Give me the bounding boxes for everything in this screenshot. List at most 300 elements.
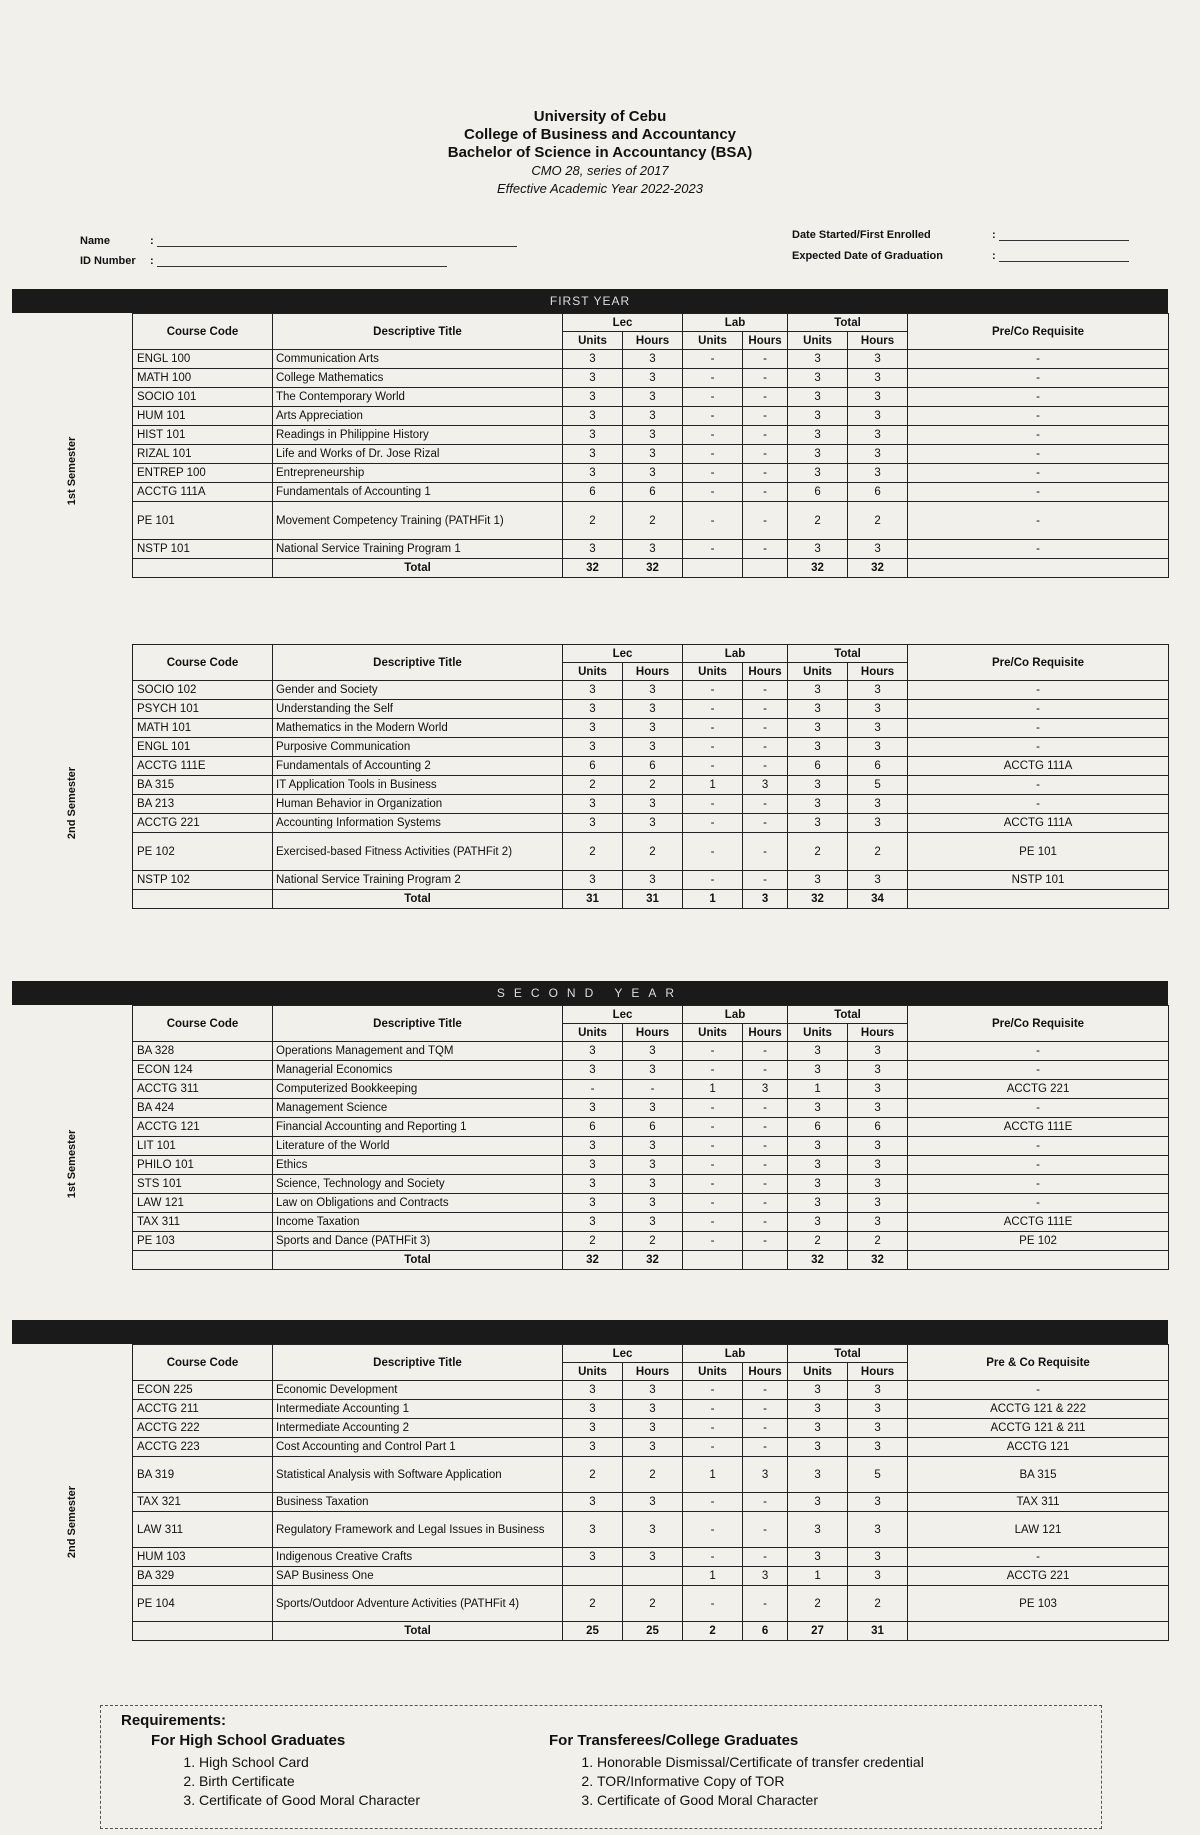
lec-hours-header: Hours [623, 1024, 683, 1042]
course-code: ACCTG 111E [133, 757, 273, 776]
expected-graduation-field[interactable] [792, 250, 1129, 262]
total-value: 27 [788, 1622, 848, 1641]
lab-hours: - [743, 1381, 788, 1400]
total-hours: 6 [848, 483, 908, 502]
lec-hours: 3 [623, 795, 683, 814]
lec-hours: 2 [623, 1586, 683, 1622]
lec-hours: 3 [623, 1156, 683, 1175]
lec-units: 3 [563, 388, 623, 407]
total-value: 34 [848, 890, 908, 909]
total-units: 3 [788, 1400, 848, 1419]
total-units: 3 [788, 814, 848, 833]
lab-hours: 3 [743, 1457, 788, 1493]
lab-units: - [683, 795, 743, 814]
semester-label-text: 2nd Semester [66, 1485, 78, 1559]
course-title: Sports/Outdoor Adventure Activities (PATHFit 4) [273, 1586, 563, 1622]
prereq: - [908, 445, 1169, 464]
total-hours: 3 [848, 700, 908, 719]
table-row [133, 483, 1169, 502]
table-row [133, 1156, 1169, 1175]
prereq: - [908, 369, 1169, 388]
course-code: RIZAL 101 [133, 445, 273, 464]
lab-hours: - [743, 681, 788, 700]
cmo-line: CMO 28, series of 2017 [531, 163, 669, 178]
lec-hours: 3 [623, 1194, 683, 1213]
lec-hours: 3 [623, 1548, 683, 1567]
lab-units: - [683, 369, 743, 388]
course-code: SOCIO 101 [133, 388, 273, 407]
lab-units: - [683, 464, 743, 483]
course-code: ENGL 101 [133, 738, 273, 757]
lec-units: 3 [563, 407, 623, 426]
course-title: Readings in Philippine History [273, 426, 563, 445]
course-title: Ethics [273, 1156, 563, 1175]
total-units: 3 [788, 1213, 848, 1232]
lab-hours: - [743, 1548, 788, 1567]
tr-item: 1. Honorable Dismissal/Certificate of transfer credential [597, 1753, 924, 1772]
lab-units: 1 [683, 776, 743, 795]
total-hours: 3 [848, 1042, 908, 1061]
date-started-field[interactable] [792, 229, 1129, 241]
total-blank [133, 1251, 273, 1270]
table-row [133, 700, 1169, 719]
lab-units: - [683, 483, 743, 502]
lec-hours-header: Hours [623, 663, 683, 681]
lab-units: - [683, 757, 743, 776]
course-code-header: Course Code [133, 1345, 273, 1381]
lec-hours: 2 [623, 833, 683, 871]
total-hours: 3 [848, 1512, 908, 1548]
table-row [133, 1493, 1169, 1512]
prereq: ACCTG 221 [908, 1567, 1169, 1586]
total-units: 3 [788, 407, 848, 426]
table-row [133, 738, 1169, 757]
course-title: Sports and Dance (PATHFit 3) [273, 1232, 563, 1251]
id-label: ID Number [80, 255, 136, 267]
prereq: ACCTG 121 [908, 1438, 1169, 1457]
lab-header: Lab [683, 645, 788, 663]
lec-hours: 3 [623, 1419, 683, 1438]
total-units: 3 [788, 681, 848, 700]
lec-units: 6 [563, 1118, 623, 1137]
lab-units: - [683, 426, 743, 445]
effective-year: Effective Academic Year 2022-2023 [497, 181, 703, 196]
prereq: - [908, 1137, 1169, 1156]
total-hours: 3 [848, 369, 908, 388]
prereq: ACCTG 111A [908, 814, 1169, 833]
total-units: 2 [788, 1232, 848, 1251]
date-started-label: Date Started/First Enrolled [792, 229, 931, 241]
lec-units: 3 [563, 1099, 623, 1118]
lec-hours: 3 [623, 350, 683, 369]
table-row [133, 1061, 1169, 1080]
table-row [133, 1438, 1169, 1457]
lec-hours: 3 [623, 445, 683, 464]
total-value: 32 [563, 559, 623, 578]
prereq: - [908, 388, 1169, 407]
total-value: 32 [848, 1251, 908, 1270]
total-hours: 3 [848, 871, 908, 890]
lec-hours: 3 [623, 426, 683, 445]
course-title: Law on Obligations and Contracts [273, 1194, 563, 1213]
table-header-row [133, 1006, 1169, 1024]
id-number-field[interactable] [80, 255, 447, 267]
prereq: - [908, 1175, 1169, 1194]
total-hours: 3 [848, 719, 908, 738]
table-row [133, 407, 1169, 426]
lec-units: - [563, 1080, 623, 1099]
lab-units: - [683, 1213, 743, 1232]
second-year-first-semester [12, 1005, 1168, 1323]
lec-units: 3 [563, 369, 623, 388]
course-title: College Mathematics [273, 369, 563, 388]
course-code: MATH 101 [133, 719, 273, 738]
first-year-first-semester [12, 313, 1168, 629]
total-units: 3 [788, 1042, 848, 1061]
course-code: HUM 103 [133, 1548, 273, 1567]
lec-units: 3 [563, 700, 623, 719]
lec-units-header: Units [563, 1024, 623, 1042]
total-hours: 3 [848, 1493, 908, 1512]
total-value [743, 559, 788, 578]
lab-units: 1 [683, 1457, 743, 1493]
lab-units: - [683, 719, 743, 738]
total-hours: 3 [848, 407, 908, 426]
prereq-header: Pre/Co Requisite [908, 1006, 1169, 1042]
prereq: - [908, 407, 1169, 426]
course-title: Human Behavior in Organization [273, 795, 563, 814]
lab-units: - [683, 700, 743, 719]
lab-units: 1 [683, 1567, 743, 1586]
total-hours: 3 [848, 1175, 908, 1194]
total-value: 25 [563, 1622, 623, 1641]
total-hours: 3 [848, 464, 908, 483]
total-hours-header: Hours [848, 332, 908, 350]
lec-hours: 3 [623, 1512, 683, 1548]
course-code: PHILO 101 [133, 1156, 273, 1175]
total-label: Total [273, 1622, 563, 1641]
lec-units: 2 [563, 1586, 623, 1622]
lab-hours: - [743, 483, 788, 502]
total-header: Total [788, 645, 908, 663]
total-hours: 3 [848, 388, 908, 407]
total-hours-header: Hours [848, 1363, 908, 1381]
lec-header: Lec [563, 1345, 683, 1363]
total-units: 3 [788, 1419, 848, 1438]
lab-units: - [683, 1419, 743, 1438]
course-code: ECON 124 [133, 1061, 273, 1080]
expected-grad-label: Expected Date of Graduation [792, 250, 943, 262]
lab-hours: - [743, 1175, 788, 1194]
table-row [133, 681, 1169, 700]
total-units: 3 [788, 1099, 848, 1118]
total-units: 3 [788, 426, 848, 445]
lab-units: - [683, 502, 743, 540]
prereq: - [908, 426, 1169, 445]
lec-units: 6 [563, 483, 623, 502]
lec-units: 3 [563, 719, 623, 738]
lab-hours: 3 [743, 1567, 788, 1586]
lab-units-header: Units [683, 663, 743, 681]
total-units: 3 [788, 350, 848, 369]
lab-hours: - [743, 445, 788, 464]
total-row [133, 1622, 1169, 1641]
table-row [133, 1232, 1169, 1251]
table-row [133, 426, 1169, 445]
prereq: - [908, 1156, 1169, 1175]
lec-units: 2 [563, 1457, 623, 1493]
course-code: ACCTG 222 [133, 1419, 273, 1438]
lec-units: 3 [563, 1137, 623, 1156]
lab-hours: - [743, 464, 788, 483]
course-code: LIT 101 [133, 1137, 273, 1156]
total-value: 31 [563, 890, 623, 909]
total-units: 3 [788, 1175, 848, 1194]
lec-hours: 3 [623, 1493, 683, 1512]
total-units: 2 [788, 1586, 848, 1622]
prereq: PE 101 [908, 833, 1169, 871]
lab-hours: - [743, 1512, 788, 1548]
lab-units: - [683, 1381, 743, 1400]
total-hours: 3 [848, 445, 908, 464]
total-value: 31 [623, 890, 683, 909]
total-value: 1 [683, 890, 743, 909]
lab-hours: - [743, 1118, 788, 1137]
course-code: TAX 311 [133, 1213, 273, 1232]
lab-hours: - [743, 388, 788, 407]
course-code: MATH 100 [133, 369, 273, 388]
course-code: ACCTG 121 [133, 1118, 273, 1137]
course-title: Financial Accounting and Reporting 1 [273, 1118, 563, 1137]
lec-hours: 2 [623, 1232, 683, 1251]
total-value: 2 [683, 1622, 743, 1641]
lab-units-header: Units [683, 1363, 743, 1381]
descriptive-title-header: Descriptive Title [273, 1006, 563, 1042]
course-title: Gender and Society [273, 681, 563, 700]
lec-units-header: Units [563, 663, 623, 681]
lec-hours [623, 1567, 683, 1586]
course-code: ACCTG 221 [133, 814, 273, 833]
date-started-colon: : [992, 229, 996, 241]
second-year-2nd-sem-bar [12, 1320, 1168, 1344]
total-row [133, 890, 1169, 909]
lab-hours: - [743, 814, 788, 833]
id-colon: : [150, 255, 154, 267]
total-hours: 3 [848, 1080, 908, 1099]
lec-units: 3 [563, 1213, 623, 1232]
course-code: ACCTG 211 [133, 1400, 273, 1419]
prereq: - [908, 700, 1169, 719]
lab-units: - [683, 1438, 743, 1457]
lec-units: 2 [563, 833, 623, 871]
hs-requirements [151, 1732, 420, 1810]
prereq: - [908, 738, 1169, 757]
total-value: 31 [848, 1622, 908, 1641]
course-title: Fundamentals of Accounting 2 [273, 757, 563, 776]
lab-units: - [683, 350, 743, 369]
lec-units: 3 [563, 1061, 623, 1080]
course-code: NSTP 101 [133, 540, 273, 559]
course-code: BA 315 [133, 776, 273, 795]
table-row [133, 445, 1169, 464]
college-name: College of Business and Accountancy [464, 126, 736, 143]
course-code: LAW 121 [133, 1194, 273, 1213]
total-hours: 3 [848, 1194, 908, 1213]
course-table [132, 313, 1169, 578]
total-units: 3 [788, 776, 848, 795]
total-hours: 6 [848, 757, 908, 776]
lab-units: - [683, 871, 743, 890]
university-name: University of Cebu [533, 108, 667, 125]
course-title: SAP Business One [273, 1567, 563, 1586]
lec-hours: 2 [623, 502, 683, 540]
total-hours: 3 [848, 1137, 908, 1156]
total-hours: 3 [848, 814, 908, 833]
lec-units: 3 [563, 445, 623, 464]
lec-hours: 3 [623, 700, 683, 719]
name-line [157, 246, 517, 247]
prereq: ACCTG 121 & 211 [908, 1419, 1169, 1438]
total-value: 32 [848, 559, 908, 578]
name-field[interactable] [80, 235, 517, 247]
total-label: Total [273, 890, 563, 909]
total-value: 32 [623, 1251, 683, 1270]
course-title: Accounting Information Systems [273, 814, 563, 833]
expected-grad-line [999, 261, 1129, 262]
course-title: Cost Accounting and Control Part 1 [273, 1438, 563, 1457]
total-units: 3 [788, 738, 848, 757]
table-row [133, 833, 1169, 871]
lec-units: 3 [563, 540, 623, 559]
lab-hours: - [743, 369, 788, 388]
lab-hours: - [743, 1438, 788, 1457]
course-title: The Contemporary World [273, 388, 563, 407]
lab-units: - [683, 1400, 743, 1419]
table-row [133, 757, 1169, 776]
prereq: - [908, 483, 1169, 502]
total-units: 3 [788, 540, 848, 559]
prereq: - [908, 350, 1169, 369]
total-units: 3 [788, 1548, 848, 1567]
course-title: Life and Works of Dr. Jose Rizal [273, 445, 563, 464]
prereq: PE 103 [908, 1586, 1169, 1622]
course-title: Science, Technology and Society [273, 1175, 563, 1194]
prereq: - [908, 464, 1169, 483]
course-code: STS 101 [133, 1175, 273, 1194]
course-code: PE 102 [133, 833, 273, 871]
lec-units: 3 [563, 464, 623, 483]
table-row [133, 502, 1169, 540]
table-row [133, 1042, 1169, 1061]
total-hours: 3 [848, 426, 908, 445]
total-value: 25 [623, 1622, 683, 1641]
table-row [133, 1457, 1169, 1493]
descriptive-title-header: Descriptive Title [273, 314, 563, 350]
lec-hours: 3 [623, 369, 683, 388]
lec-hours: 3 [623, 407, 683, 426]
lab-units: - [683, 1099, 743, 1118]
total-units: 3 [788, 445, 848, 464]
semester-label [12, 1344, 132, 1700]
semester-label-text: 1st Semester [66, 436, 78, 506]
table-row [133, 464, 1169, 483]
program-name: Bachelor of Science in Accountancy (BSA) [447, 144, 753, 161]
table-row [133, 1213, 1169, 1232]
lec-units: 2 [563, 1232, 623, 1251]
prereq: TAX 311 [908, 1493, 1169, 1512]
table-row [133, 1381, 1169, 1400]
lab-units: - [683, 1586, 743, 1622]
prereq: - [908, 1042, 1169, 1061]
prereq: - [908, 776, 1169, 795]
total-units: 3 [788, 369, 848, 388]
lec-units: 3 [563, 1419, 623, 1438]
course-code: SOCIO 102 [133, 681, 273, 700]
lab-units: - [683, 1118, 743, 1137]
total-blank [133, 890, 273, 909]
lec-hours-header: Hours [623, 332, 683, 350]
lab-hours: - [743, 757, 788, 776]
lec-hours: 2 [623, 1457, 683, 1493]
lec-units-header: Units [563, 1363, 623, 1381]
course-code: HIST 101 [133, 426, 273, 445]
course-title: Business Taxation [273, 1493, 563, 1512]
lab-hours-header: Hours [743, 1363, 788, 1381]
course-code: BA 329 [133, 1567, 273, 1586]
lab-hours: - [743, 426, 788, 445]
prereq: BA 315 [908, 1457, 1169, 1493]
course-title: Management Science [273, 1099, 563, 1118]
table-row [133, 1419, 1169, 1438]
course-code: ENGL 100 [133, 350, 273, 369]
lab-hours: - [743, 795, 788, 814]
lec-hours: 3 [623, 1438, 683, 1457]
lec-units: 2 [563, 502, 623, 540]
table-row [133, 1567, 1169, 1586]
hs-title: For High School Graduates [151, 1732, 346, 1749]
total-units: 3 [788, 1381, 848, 1400]
lab-hours: - [743, 1156, 788, 1175]
lab-hours: - [743, 1400, 788, 1419]
course-code: HUM 101 [133, 407, 273, 426]
lab-hours: - [743, 1586, 788, 1622]
semester-label [12, 1005, 132, 1323]
course-code: ACCTG 311 [133, 1080, 273, 1099]
prereq: - [908, 1381, 1169, 1400]
total-blank [133, 1622, 273, 1641]
lab-units: - [683, 1042, 743, 1061]
prereq: LAW 121 [908, 1512, 1169, 1548]
course-title: Economic Development [273, 1381, 563, 1400]
total-value: 32 [563, 1251, 623, 1270]
course-code-header: Course Code [133, 1006, 273, 1042]
total-units: 3 [788, 1061, 848, 1080]
lab-units: - [683, 407, 743, 426]
lab-hours-header: Hours [743, 1024, 788, 1042]
name-label: Name [80, 235, 110, 247]
table-header-row [133, 314, 1169, 332]
total-value: 32 [623, 559, 683, 578]
lec-hours: 3 [623, 1175, 683, 1194]
lec-units: 3 [563, 350, 623, 369]
total-row [133, 1251, 1169, 1270]
prereq: ACCTG 111E [908, 1213, 1169, 1232]
document-header [0, 108, 1200, 198]
prereq: ACCTG 121 & 222 [908, 1400, 1169, 1419]
lec-hours: 3 [623, 1381, 683, 1400]
course-title: Fundamentals of Accounting 1 [273, 483, 563, 502]
lec-hours: 3 [623, 681, 683, 700]
